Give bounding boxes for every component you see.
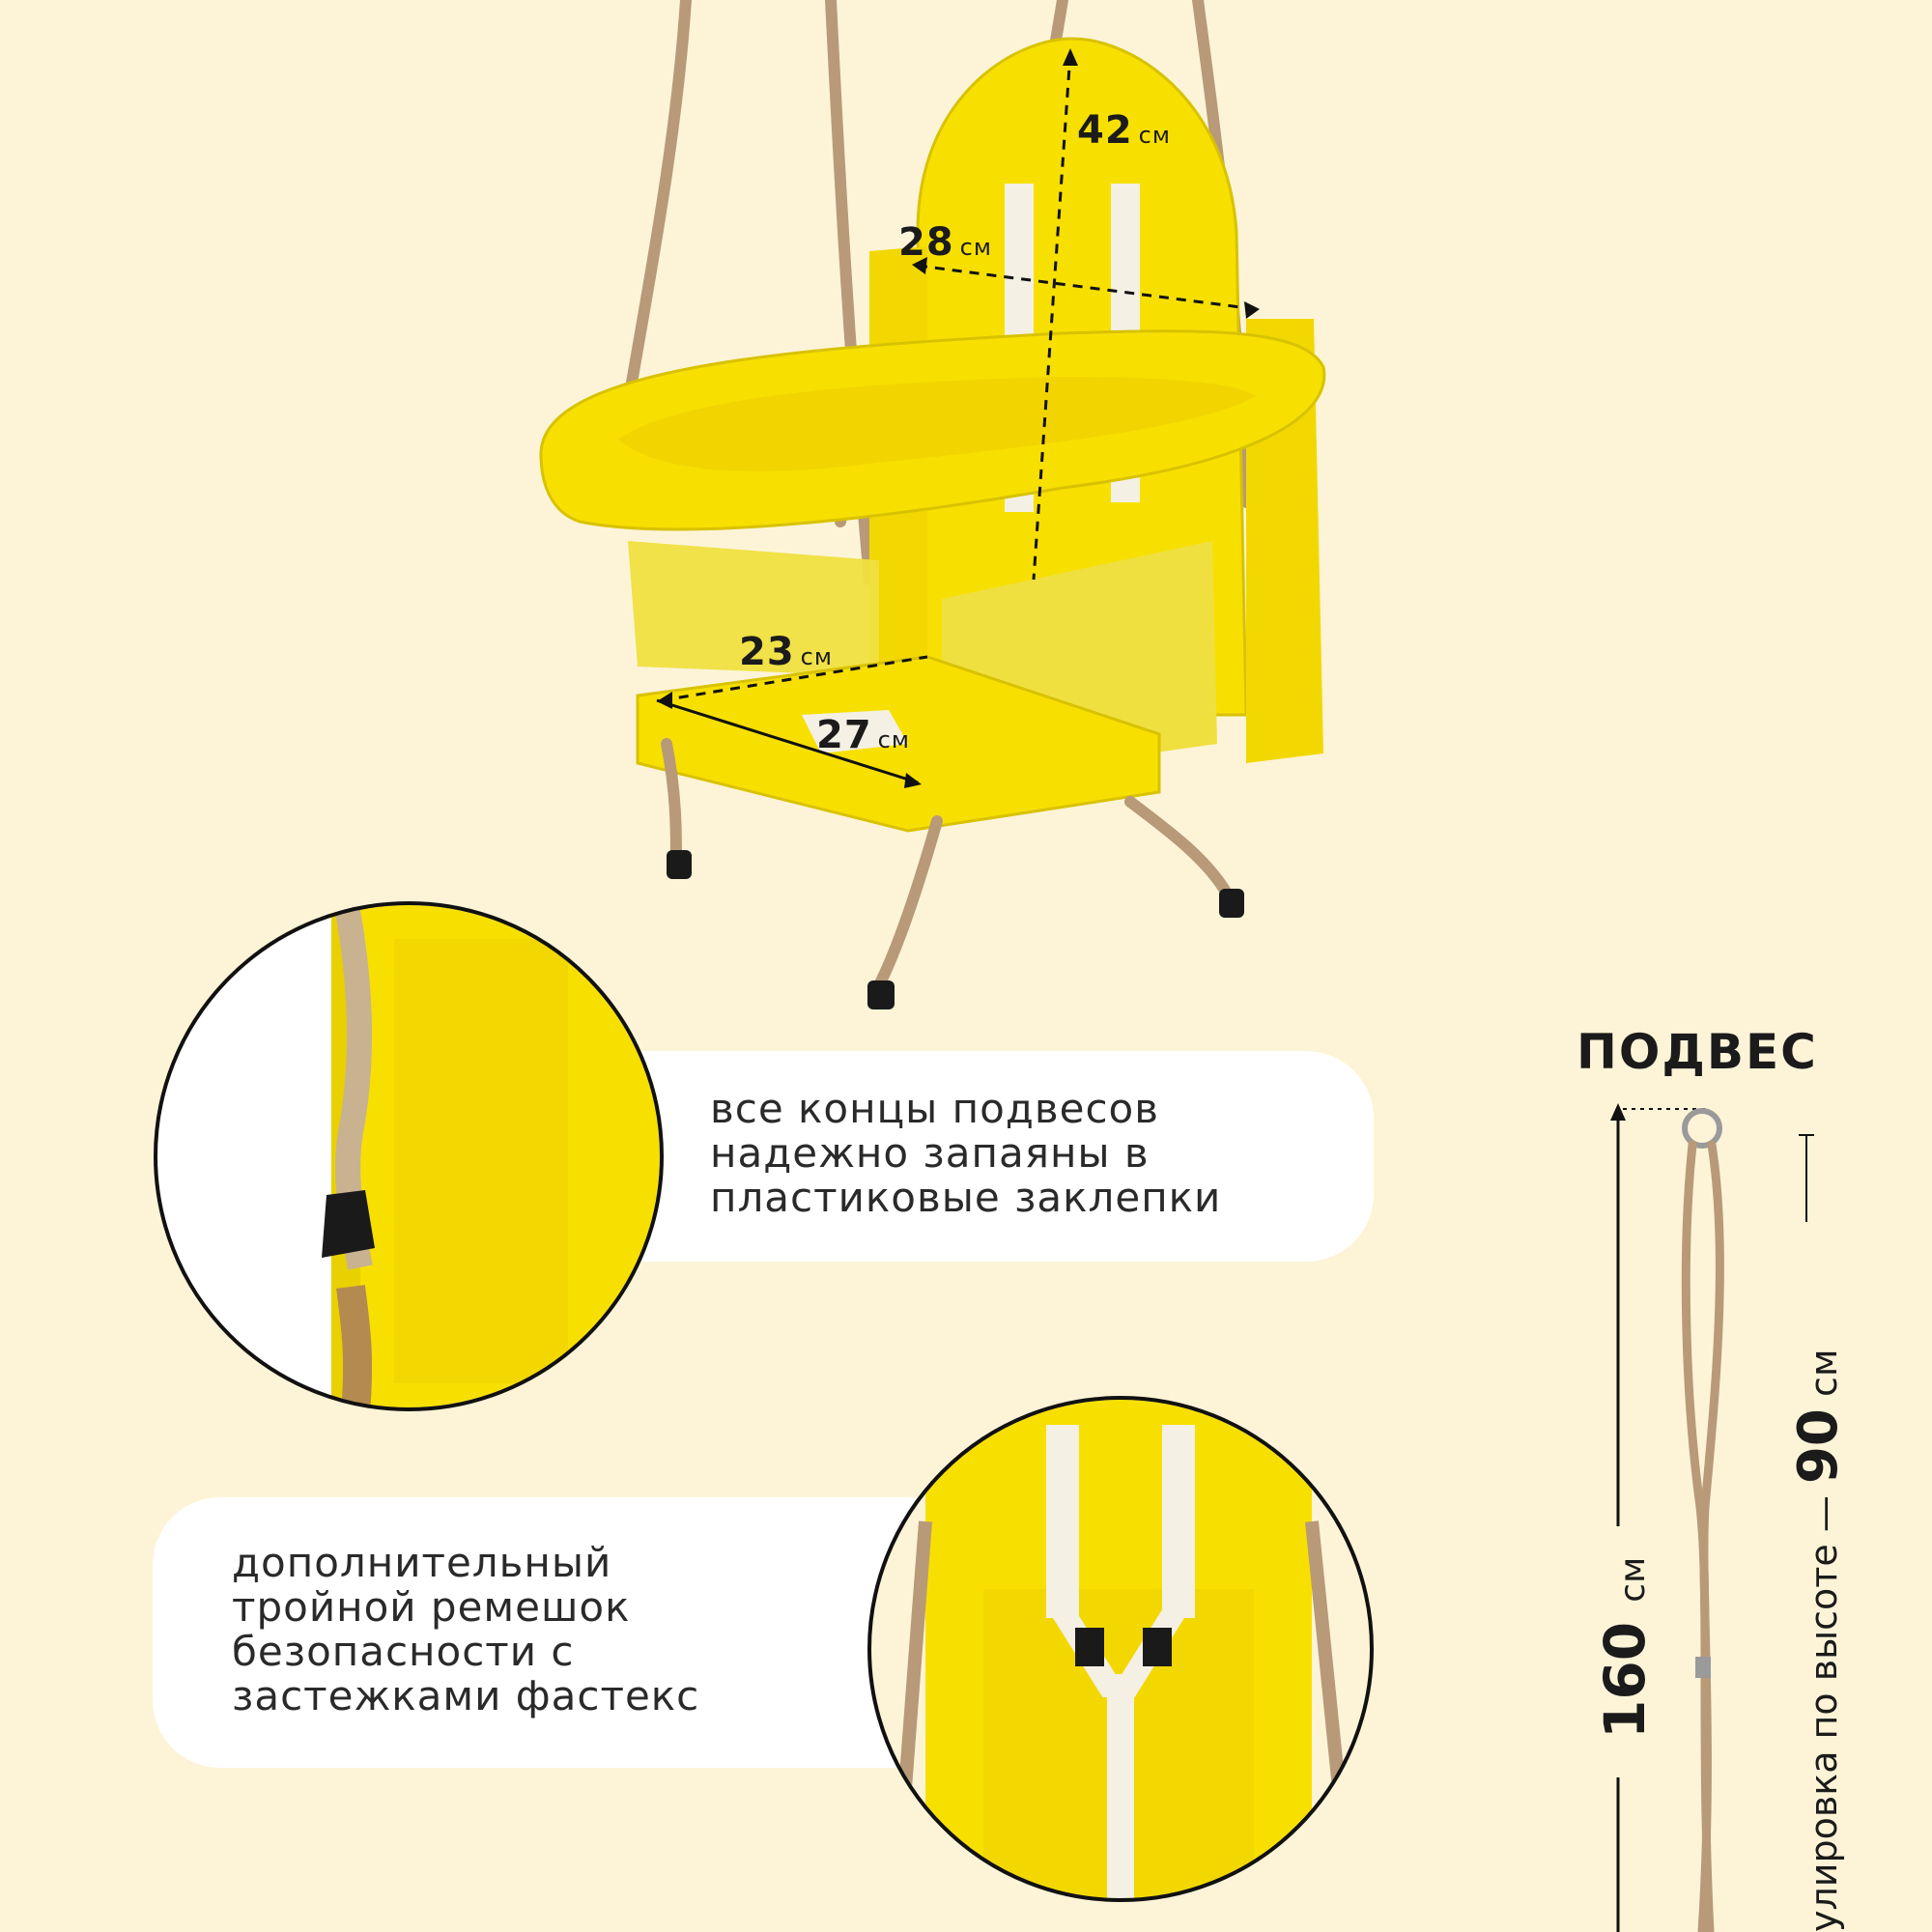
dimension-seat-depth: 23 см [739,630,833,674]
suspension-rope [1686,1145,1719,1932]
callout-text-rivets: все концы подвесов надежно запаяны в пластиковые заклепки [710,1085,1222,1221]
suspension-heading: ПОДВЕС [1577,1024,1818,1080]
dimension-seat-width: 27 см [816,713,910,757]
ring-icon [1685,1111,1719,1146]
adjuster-clip-icon [1695,1657,1711,1678]
dimension-width-back: 28 см [898,220,992,265]
dimension-height-back: 42 см [1077,108,1171,153]
suspension-total-length: 160 см [1592,1556,1658,1739]
suspension-adjustment: улировка по высоте — 90 см [1787,1349,1850,1932]
callout-text-strap: дополнительный тройной ремешок безопасности с застежками фастекс [232,1539,700,1719]
